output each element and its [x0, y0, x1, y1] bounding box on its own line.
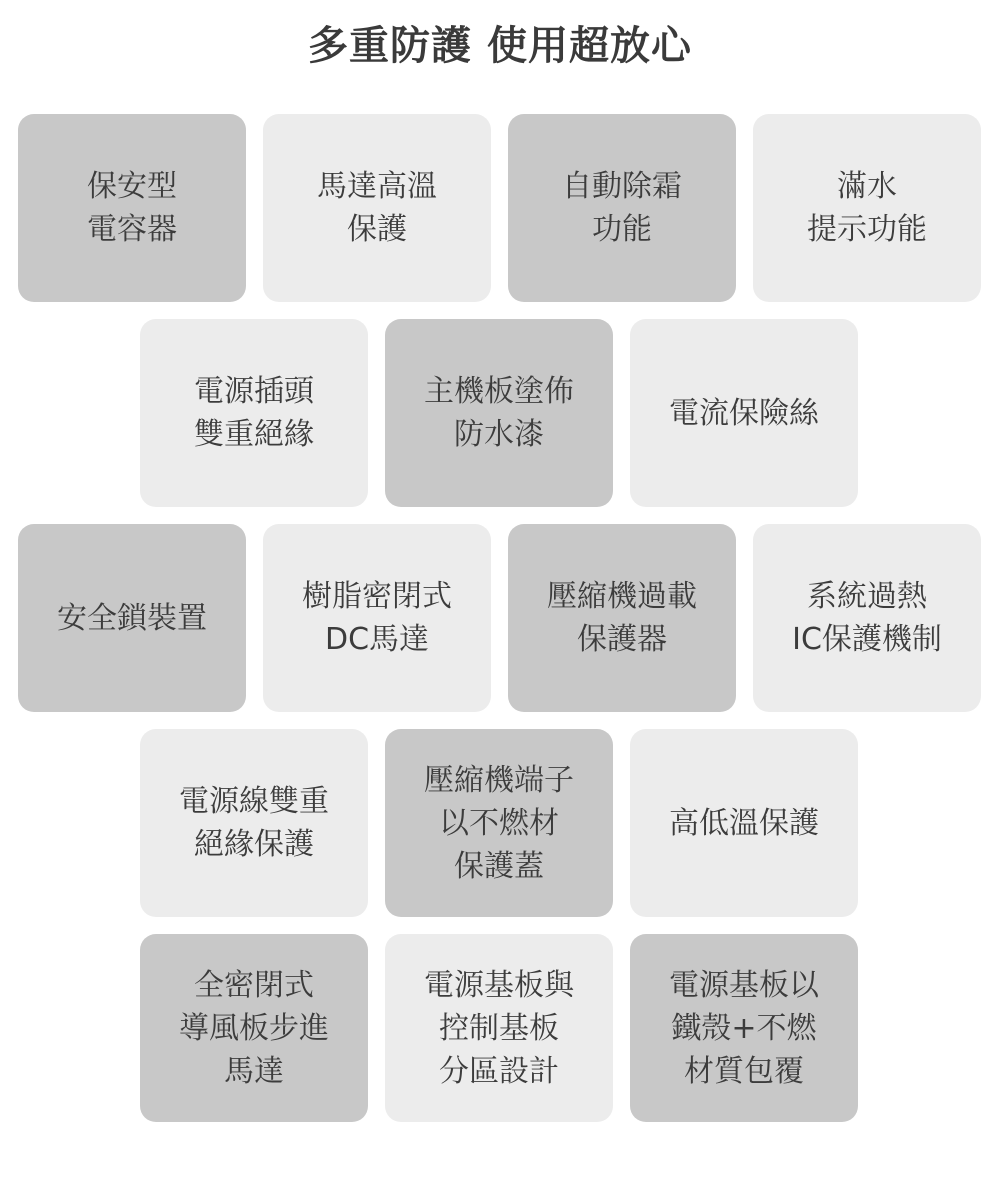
tile-line: 自動除霜	[562, 169, 682, 204]
feature-tile-label	[547, 575, 697, 661]
tile-line: 雙重絕緣	[194, 417, 314, 452]
tile-line: 保護	[347, 212, 407, 247]
tile-line: 絕緣保護	[194, 827, 314, 862]
tile-line: 保安型	[87, 169, 177, 204]
tile-line: 導風板步進	[179, 1010, 329, 1046]
tile-line: 提示功能	[807, 212, 927, 247]
feature-tile-label	[57, 597, 207, 640]
tile-line: 防水漆	[454, 417, 544, 452]
feature-tile-motor-overheat	[263, 114, 491, 302]
feature-tile-system-overheat	[753, 524, 981, 712]
feature-tile-label	[424, 964, 574, 1093]
feature-tile-louver-stepper	[140, 934, 368, 1122]
feature-tile-current-fuse	[630, 319, 858, 507]
feature-tile-board-enclosure	[630, 934, 858, 1122]
tile-line: 系統過熱	[806, 579, 927, 614]
tile-line: 保護器	[577, 622, 667, 657]
tile-line: 材質包覆	[684, 1053, 804, 1089]
tile-line: 電源基板以	[669, 967, 819, 1003]
tile-line: 壓縮機過載	[547, 579, 697, 614]
feature-tile-compressor-overload	[508, 524, 736, 712]
feature-row-3	[18, 524, 981, 712]
tile-line: IC保護機制	[792, 622, 942, 657]
feature-tile-board-coating	[385, 319, 613, 507]
feature-tile-label	[194, 370, 314, 456]
tile-line: 電源基板與	[424, 967, 574, 1003]
feature-tile-sealed-dc-motor	[263, 524, 491, 712]
feature-tile-plug-insulation	[140, 319, 368, 507]
tile-line: 主機板塗佈	[424, 374, 574, 409]
tile-line: 馬達高溫	[317, 169, 437, 204]
feature-tile-label	[669, 802, 819, 845]
feature-tile-label	[179, 964, 329, 1093]
feature-tile-temperature-protection	[630, 729, 858, 917]
tile-line: 高低溫保護	[669, 805, 819, 841]
feature-tile-safety-lock	[18, 524, 246, 712]
feature-tile-auto-defrost	[508, 114, 736, 302]
tile-line: 控制基板	[439, 1010, 559, 1046]
tile-line: 全密閉式	[194, 967, 314, 1003]
tile-line: 以不燃材	[439, 805, 559, 841]
feature-tile-safety-capacitor	[18, 114, 246, 302]
feature-row-5	[140, 934, 858, 1122]
feature-tile-label	[562, 165, 682, 251]
feature-row-4	[140, 729, 858, 917]
feature-row-2	[140, 319, 858, 507]
feature-tile-label	[424, 370, 574, 456]
tile-line: 安全鎖裝置	[57, 600, 207, 636]
feature-tile-label	[317, 165, 437, 251]
tile-line: 分區設計	[439, 1053, 559, 1089]
tile-line: 電源插頭	[194, 374, 314, 409]
feature-tile-label	[807, 165, 927, 251]
feature-tile-label	[792, 575, 942, 661]
feature-row-1	[18, 114, 981, 302]
feature-tile-label	[424, 759, 574, 888]
feature-tile-zoned-boards	[385, 934, 613, 1122]
tile-line: 鐵殼+不燃	[671, 1010, 817, 1046]
feature-tile-terminal-cover	[385, 729, 613, 917]
tile-line: 壓縮機端子	[424, 762, 574, 798]
feature-tile-label	[669, 964, 819, 1093]
feature-tile-label	[302, 575, 452, 661]
tile-line: 馬達	[224, 1053, 284, 1089]
tile-line: 電流保險絲	[669, 395, 819, 431]
feature-tile-cord-insulation	[140, 729, 368, 917]
tile-line: 電容器	[87, 212, 177, 247]
page-title: 多重防護 使用超放心	[308, 23, 692, 69]
tile-line: 電源線雙重	[179, 784, 329, 819]
tile-line: DC馬達	[324, 622, 430, 657]
tile-line: 保護蓋	[454, 848, 544, 884]
tile-line: 功能	[592, 212, 652, 247]
feature-tile-label	[179, 780, 329, 866]
tile-line: 樹脂密閉式	[302, 579, 452, 614]
feature-tile-label	[87, 165, 177, 251]
feature-tile-full-water	[753, 114, 981, 302]
tile-line: 滿水	[837, 169, 897, 204]
feature-tile-label	[669, 392, 819, 435]
